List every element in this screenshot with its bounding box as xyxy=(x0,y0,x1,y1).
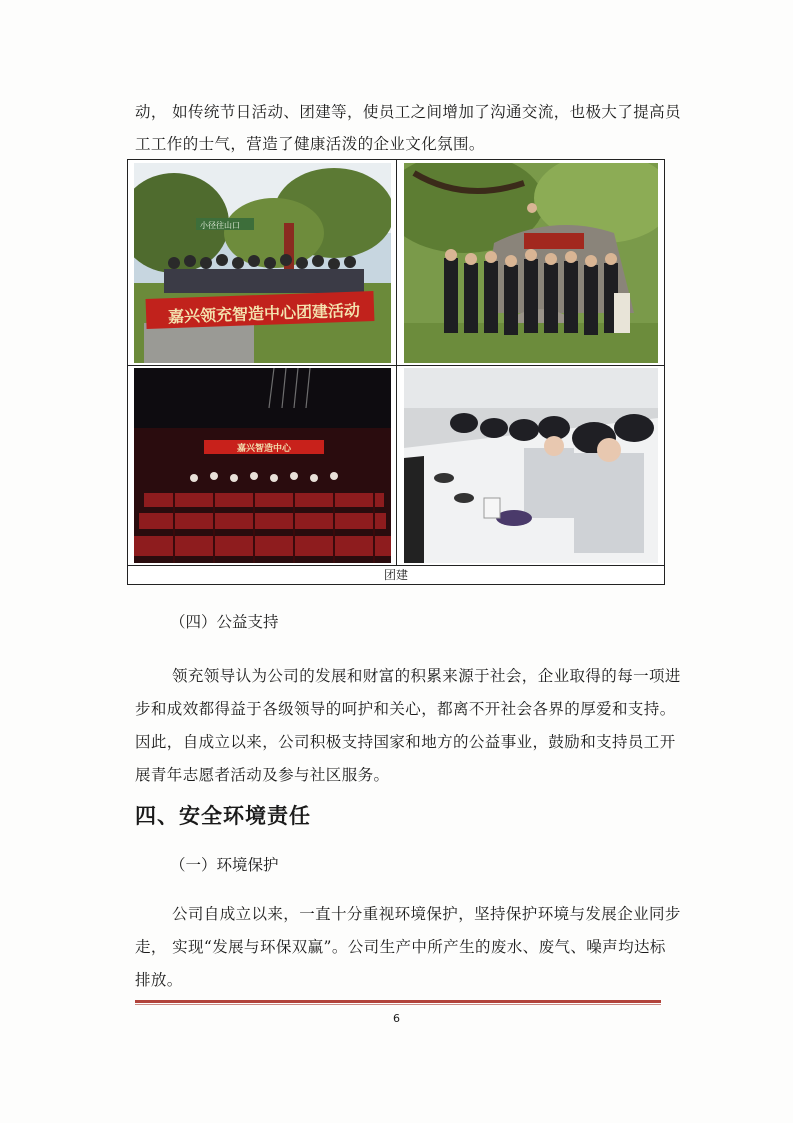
table-horizontal-divider xyxy=(128,365,664,366)
environment-line-2: 走， 实现“发展与环保双赢”。公司生产中所产生的废水、废气、噪声均达标 xyxy=(135,938,666,956)
theater-banner-text: 嘉兴智造中心 xyxy=(236,444,291,454)
page-number: 6 xyxy=(393,1012,400,1025)
photo-rock-group xyxy=(404,163,658,363)
photo-caption: 团建 xyxy=(383,568,408,582)
section-heading-public-welfare: （四）公益支持 xyxy=(170,613,279,631)
footer-rule-thin xyxy=(135,1004,661,1005)
environment-line-3: 排放。 xyxy=(135,971,183,989)
footer-rule xyxy=(135,1000,661,1003)
welfare-line-2: 步和成效都得益于各级领导的呵护和关心，都离不开社会各界的厚爱和支持。 xyxy=(135,700,676,718)
intro-line-1: 动， 如传统节日活动、团建等，使员工之间增加了沟通交流，也极大了提高员 xyxy=(135,103,681,121)
trail-sign-text: 小径往山口 xyxy=(200,221,240,230)
photo-outdoor-banner xyxy=(134,163,391,363)
welfare-line-1: 领充领导认为公司的发展和财富的积累来源于社会，企业取得的每一项进 xyxy=(172,667,681,685)
photo-theater xyxy=(134,368,391,563)
photo-table xyxy=(127,159,665,585)
welfare-line-4: 展青年志愿者活动及参与社区服务。 xyxy=(135,766,390,784)
section-heading-environment: （一）环境保护 xyxy=(170,856,279,874)
intro-line-2: 工工作的士气，营造了健康活泼的企业文化氛围。 xyxy=(135,135,485,153)
banner-text: 嘉兴领充智造中心团建活动 xyxy=(167,300,361,327)
welfare-line-3: 因此，自成立以来，公司积极支持国家和地方的公益事业，鼓励和支持员工开 xyxy=(135,733,676,751)
photo-workshop xyxy=(404,368,658,563)
environment-line-1: 公司自成立以来，一直十分重视环境保护，坚持保护环境与发展企业同步 xyxy=(172,905,681,923)
chapter-heading-safety: 四、安全环境责任 xyxy=(135,804,311,828)
table-vertical-divider xyxy=(396,160,397,565)
